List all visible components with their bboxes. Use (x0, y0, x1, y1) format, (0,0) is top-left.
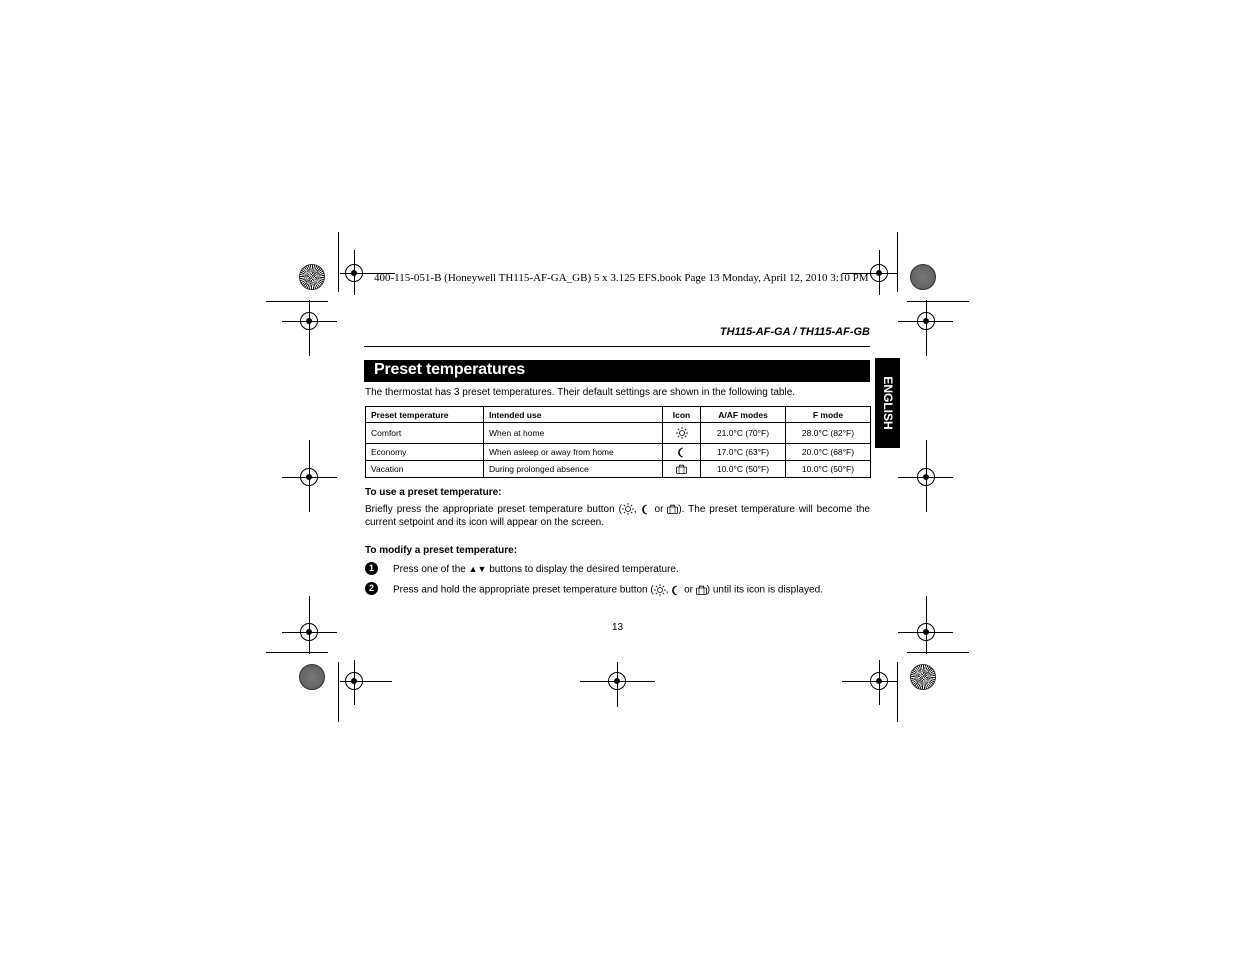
modify-preset-heading: To modify a preset temperature: (365, 545, 518, 556)
page-number: 13 (611, 622, 624, 633)
preset-table (365, 406, 871, 478)
sun-icon (654, 584, 666, 596)
table-header-row (366, 407, 871, 423)
suitcase-icon (696, 585, 707, 595)
suitcase-icon (676, 464, 687, 474)
aaf-mode-value: 21.0°C (70°F) (701, 423, 786, 444)
preset-name: Vacation (366, 461, 484, 478)
section-title-bar (364, 360, 870, 382)
icon-cell (663, 461, 701, 478)
moon-icon (671, 585, 681, 596)
column-header: F mode (786, 407, 871, 423)
column-header: Intended use (484, 407, 663, 423)
table-row (366, 461, 871, 478)
step-1: 1 Press one of the ▲▼ buttons to display the desired temperature. (365, 564, 870, 578)
file-header-line: 400-115-051-B (Honeywell TH115-AF-GA_GB) 5 x 3.125 EFS.book Page 13 Monday, April 12, 2010 3:10 PM (374, 272, 869, 284)
moon-icon (641, 504, 651, 515)
language-tab-label: ENGLISH (880, 376, 895, 430)
use-preset-paragraph: Briefly press the appropriate preset temperature button ( , or ). The preset temperature will become the current setpoint and its icon will appear on the screen. (365, 504, 870, 528)
header-divider (364, 346, 870, 347)
step-2: 2 Press and hold the appropriate preset temperature button ( , or ) until its icon is displayed. (365, 584, 870, 598)
aaf-mode-value: 17.0°C (63°F) (701, 444, 786, 461)
suitcase-icon (667, 504, 678, 514)
f-mode-value: 10.0°C (50°F) (786, 461, 871, 478)
registration-disc-icon (910, 264, 936, 290)
intended-use: When at home (484, 423, 663, 444)
step-number-icon: 1 (365, 562, 378, 575)
preset-name: Economy (366, 444, 484, 461)
preset-name: Comfort (366, 423, 484, 444)
table-row (366, 444, 871, 461)
moon-icon (677, 447, 687, 458)
use-preset-heading: To use a preset temperature: (365, 487, 502, 498)
intro-text: The thermostat has 3 preset temperatures. Their default settings are shown in the following table. (365, 387, 796, 398)
sun-icon (622, 503, 634, 515)
intended-use: When asleep or away from home (484, 444, 663, 461)
icon-cell (663, 423, 701, 444)
up-down-arrows-icon: ▲▼ (468, 564, 487, 574)
f-mode-value: 20.0°C (68°F) (786, 444, 871, 461)
section-title: Preset temperatures (374, 361, 525, 378)
registration-disc-icon (299, 664, 325, 690)
registration-disc-icon (910, 664, 936, 690)
aaf-mode-value: 10.0°C (50°F) (701, 461, 786, 478)
table-row (366, 423, 871, 444)
step-number-icon: 2 (365, 582, 378, 595)
icon-cell (663, 444, 701, 461)
model-label: TH115-AF-GA / TH115-AF-GB (719, 326, 870, 338)
column-header: Preset temperature (366, 407, 484, 423)
sun-icon (676, 427, 688, 439)
column-header: A/AF modes (701, 407, 786, 423)
column-header: Icon (663, 407, 701, 423)
f-mode-value: 28.0°C (82°F) (786, 423, 871, 444)
intended-use: During prolonged absence (484, 461, 663, 478)
registration-disc-icon (299, 264, 325, 290)
language-tab (875, 358, 900, 448)
